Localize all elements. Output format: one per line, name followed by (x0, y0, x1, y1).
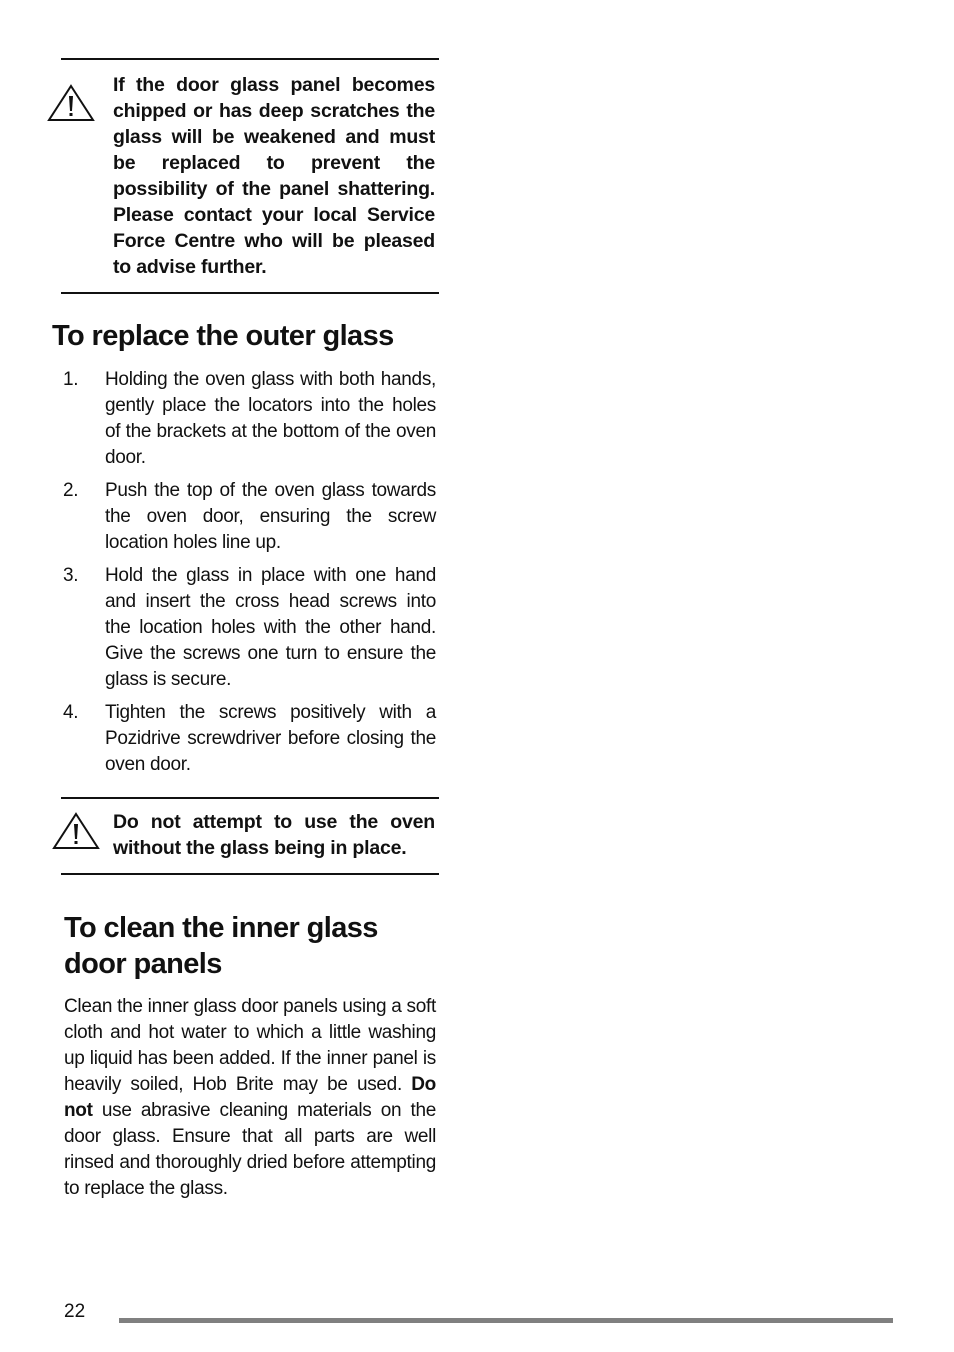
list-item (63, 367, 436, 471)
list-item (63, 478, 436, 556)
step-number: 2. (63, 480, 79, 501)
step-number: 4. (63, 702, 79, 723)
warning-triangle-icon (52, 812, 100, 850)
step-text: Tighten the screws positively with a Pozidrive screwdriver before closing the oven door. (105, 702, 436, 775)
warning-bottom-rule (61, 873, 439, 875)
steps-list (63, 367, 436, 785)
warning-bottom-rule (61, 292, 439, 294)
section-heading: To clean the inner glass door panels (64, 912, 378, 980)
step-text: Push the top of the oven glass towards the oven door, ensuring the screw location holes line up. (105, 480, 436, 553)
paragraph-text: use abrasive cleaning materials on the door glass. Ensure that all parts are well rinsed and thoroughly dried before attempting to replace the glass. (64, 1100, 436, 1199)
step-text: Holding the oven glass with both hands, gently place the locators into the holes of the brackets at the bottom of the oven door. (105, 369, 436, 468)
list-item (63, 563, 436, 693)
list-item (63, 700, 436, 778)
warning-text: If the door glass panel becomes chipped or has deep scratches the glass will be weakened and must be replaced to prevent the possibility of the panel shattering. Please contact your local Service Force Centre who will be pleased to advise further. (113, 74, 435, 278)
step-text: Hold the glass in place with one hand and insert the cross head screws into the location holes with the other hand. Give the screws one turn to ensure the glass is secure. (105, 565, 436, 690)
body-paragraph (64, 994, 436, 1202)
step-number: 1. (63, 369, 79, 390)
paragraph-text: Clean the inner glass door panels using a soft cloth and hot water to which a little washing up liquid has been added. If the inner panel is heavily soiled, Hob Brite may be used. (64, 996, 436, 1095)
warning-top-rule (61, 797, 439, 799)
page-number: 22 (64, 1301, 86, 1322)
step-number: 3. (63, 565, 79, 586)
warning-triangle-icon (47, 84, 95, 122)
warning-text: Do not attempt to use the oven without the glass being in place. (113, 811, 435, 859)
footer-rule (119, 1318, 893, 1323)
emphasis-text: Do not (64, 1074, 436, 1121)
section-heading: To replace the outer glass (52, 320, 394, 352)
warning-top-rule (61, 58, 439, 60)
